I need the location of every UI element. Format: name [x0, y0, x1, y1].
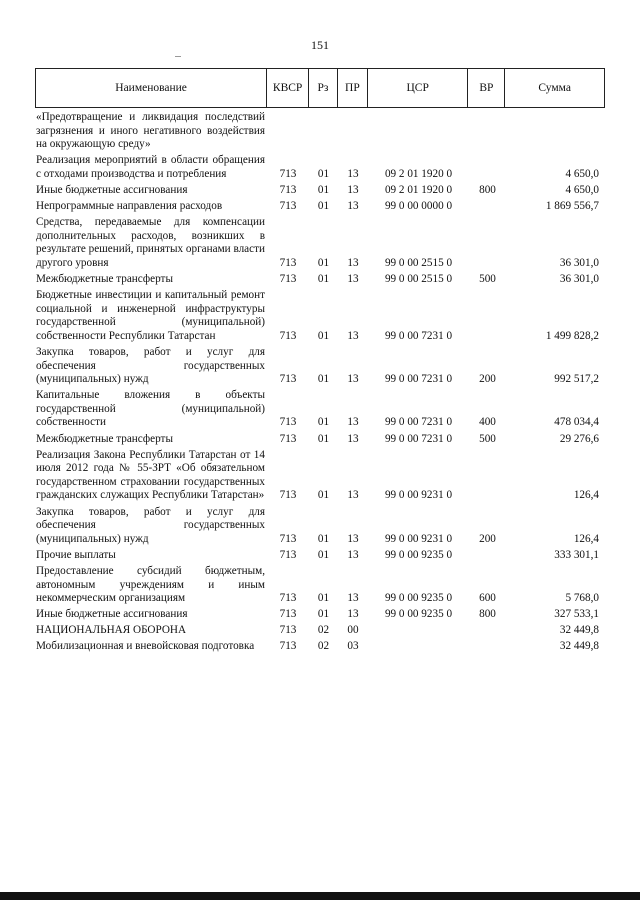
- cell-vr: 800: [479, 608, 496, 621]
- scan-mark: [175, 56, 181, 57]
- cell-rz: 01: [317, 273, 330, 286]
- cell-kvsr: 713: [279, 640, 297, 653]
- cell-pr: 13: [347, 256, 359, 269]
- header-vr: ВР: [468, 69, 505, 107]
- cell-kvsr: 713: [279, 183, 297, 196]
- cell-rz: 02: [317, 624, 330, 637]
- cell-pr: 13: [347, 532, 359, 545]
- header-pr: ПР: [338, 69, 368, 107]
- cell-sum: 32 449,8: [559, 624, 599, 637]
- cell-pr: 13: [347, 200, 359, 213]
- cell-pr: 13: [347, 416, 359, 429]
- cell-name: Мобилизационная и вневойсковая подготовка: [36, 640, 255, 653]
- cell-sum: 5 768,0: [565, 592, 599, 605]
- cell-name: Закупка товаров, работ и услуг для обеспечения государственных (муниципальных) нужд: [36, 505, 265, 545]
- cell-vr: 600: [479, 592, 496, 605]
- table-row: [35, 200, 605, 214]
- cell-sum: 29 276,6: [559, 432, 599, 445]
- scan-border: [0, 892, 640, 900]
- cell-pr: 13: [347, 432, 359, 445]
- cell-name: Предоставление субсидий бюджетным, автономным учреждениям и иным некоммерческим организациям: [36, 564, 265, 605]
- table-row: [35, 184, 605, 198]
- cell-name: Межбюджетные трансферты: [36, 273, 173, 286]
- cell-pr: 13: [347, 592, 359, 605]
- table-row: [35, 111, 605, 152]
- cell-vr: 200: [479, 532, 496, 545]
- cell-kvsr: 713: [279, 532, 297, 545]
- cell-rz: 01: [317, 608, 330, 621]
- cell-vr: 500: [479, 432, 496, 445]
- cell-pr: 13: [347, 167, 359, 180]
- cell-sum: 126,4: [573, 532, 599, 545]
- cell-pr: 03: [347, 640, 359, 653]
- cell-sum: 36 301,0: [559, 273, 599, 286]
- table-row: [35, 565, 605, 606]
- cell-name: Непрограммные направления расходов: [36, 200, 223, 213]
- cell-name: Закупка товаров, работ и услуг для обеспечения государственных (муниципальных) нужд: [36, 346, 265, 386]
- cell-kvsr: 713: [279, 167, 297, 180]
- cell-csr: 99 0 00 0000 0: [384, 200, 453, 213]
- cell-csr: 99 0 00 7231 0: [384, 373, 453, 386]
- cell-kvsr: 713: [279, 432, 297, 445]
- cell-kvsr: 713: [279, 592, 297, 605]
- cell-name: Иные бюджетные ассигнования: [36, 608, 188, 621]
- cell-csr: 99 0 00 2515 0: [384, 256, 453, 269]
- cell-kvsr: 713: [279, 373, 297, 386]
- cell-pr: 13: [347, 608, 359, 621]
- table-row: [35, 389, 605, 430]
- cell-csr: 99 0 00 9235 0: [384, 548, 453, 561]
- header-sum: Сумма: [538, 82, 571, 94]
- cell-rz: 01: [317, 548, 330, 561]
- cell-name: Иные бюджетные ассигнования: [36, 183, 188, 196]
- table-row: [35, 449, 605, 503]
- cell-name: Средства, передаваемые для компенсации дополнительных расходов, возникших в результате решений, принятых органами власти другого уровня: [36, 216, 265, 269]
- cell-csr: 09 2 01 1920 0: [384, 167, 453, 180]
- cell-sum: 4 650,0: [565, 183, 599, 196]
- cell-csr: 99 0 00 9235 0: [384, 608, 453, 621]
- cell-csr: 99 0 00 9235 0: [384, 592, 453, 605]
- cell-kvsr: 713: [279, 624, 297, 637]
- cell-sum: 1 869 556,7: [545, 200, 599, 213]
- cell-rz: 02: [317, 640, 330, 653]
- cell-sum: 32 449,8: [559, 640, 599, 653]
- cell-sum: 126,4: [573, 489, 599, 502]
- table-row: [35, 506, 605, 547]
- cell-rz: 01: [317, 183, 330, 196]
- cell-rz: 01: [317, 200, 330, 213]
- cell-csr: 99 0 00 2515 0: [384, 273, 453, 286]
- cell-csr: 09 2 01 1920 0: [384, 183, 453, 196]
- table-row: [35, 273, 605, 287]
- cell-csr: 99 0 00 7231 0: [384, 432, 453, 445]
- cell-name: «Предотвращение и ликвидация последствий загрязнения и иного негативного воздействия на окружающую среду»: [36, 111, 265, 151]
- cell-rz: 01: [317, 256, 330, 269]
- cell-sum: 327 533,1: [554, 608, 599, 621]
- cell-rz: 01: [317, 592, 330, 605]
- table-row: [35, 154, 605, 181]
- table-row: [35, 549, 605, 563]
- table-body: [35, 108, 605, 654]
- cell-sum: 4 650,0: [565, 167, 599, 180]
- cell-rz: 01: [317, 489, 330, 502]
- cell-csr: 99 0 00 9231 0: [384, 532, 453, 545]
- table-row: [35, 216, 605, 270]
- cell-rz: 01: [317, 416, 330, 429]
- cell-sum: 36 301,0: [559, 256, 599, 269]
- cell-pr: 13: [347, 489, 359, 502]
- page-number: 151: [311, 38, 329, 52]
- cell-pr: 00: [347, 624, 359, 637]
- cell-vr: 800: [479, 183, 496, 196]
- cell-pr: 13: [347, 373, 359, 386]
- cell-name: Реализация мероприятий в области обращения с отходами производства и потребления: [36, 154, 265, 180]
- table-row: [35, 289, 605, 343]
- cell-sum: 333 301,1: [554, 548, 599, 561]
- cell-rz: 01: [317, 329, 330, 342]
- table-row: [35, 640, 605, 654]
- cell-vr: 400: [479, 416, 496, 429]
- cell-kvsr: 713: [279, 416, 297, 429]
- cell-sum: 992 517,2: [554, 373, 599, 386]
- header-name: Наименование: [36, 69, 267, 107]
- cell-pr: 13: [347, 548, 359, 561]
- cell-csr: 99 0 00 9231 0: [384, 489, 453, 502]
- table-header: [35, 68, 605, 108]
- cell-kvsr: 713: [279, 608, 297, 621]
- cell-kvsr: 713: [279, 329, 297, 342]
- cell-kvsr: 713: [279, 200, 297, 213]
- cell-kvsr: 713: [279, 489, 297, 502]
- table-row: [35, 433, 605, 447]
- header-kvsr: КВСР: [267, 69, 309, 107]
- cell-rz: 01: [317, 432, 330, 445]
- cell-vr: 200: [479, 373, 496, 386]
- cell-pr: 13: [347, 329, 359, 342]
- header-rz: Рз: [309, 69, 338, 107]
- cell-rz: 01: [317, 532, 330, 545]
- cell-kvsr: 713: [279, 273, 297, 286]
- table-row: [35, 624, 605, 638]
- cell-sum: 1 499 828,2: [545, 329, 599, 342]
- cell-csr: 99 0 00 7231 0: [384, 329, 453, 342]
- cell-kvsr: 713: [279, 256, 297, 269]
- cell-name: Прочие выплаты: [36, 548, 116, 561]
- budget-table: [35, 68, 605, 656]
- cell-vr: 500: [479, 273, 496, 286]
- cell-pr: 13: [347, 183, 359, 196]
- table-row: [35, 346, 605, 387]
- cell-rz: 01: [317, 167, 330, 180]
- cell-kvsr: 713: [279, 548, 297, 561]
- cell-csr: 99 0 00 7231 0: [384, 416, 453, 429]
- cell-name: НАЦИОНАЛЬНАЯ ОБОРОНА: [36, 624, 187, 637]
- cell-name: Капитальные вложения в объекты государственной (муниципальной) собственности: [36, 389, 265, 429]
- cell-sum: 478 034,4: [554, 416, 599, 429]
- cell-name: Межбюджетные трансферты: [36, 432, 173, 445]
- table-row: [35, 608, 605, 622]
- cell-rz: 01: [317, 373, 330, 386]
- cell-name: Бюджетные инвестиции и капитальный ремонт социальной и инженерной инфраструктуры государственной (муниципальной) собственности Республики Татарстан: [36, 289, 265, 342]
- cell-pr: 13: [347, 273, 359, 286]
- header-csr: ЦСР: [368, 69, 469, 107]
- cell-name: Реализация Закона Республики Татарстан от 14 июля 2012 года № 55-ЗРТ «Об обязательном государственном страховании государственных гражданских служащих Республики Татарстан»: [36, 448, 265, 502]
